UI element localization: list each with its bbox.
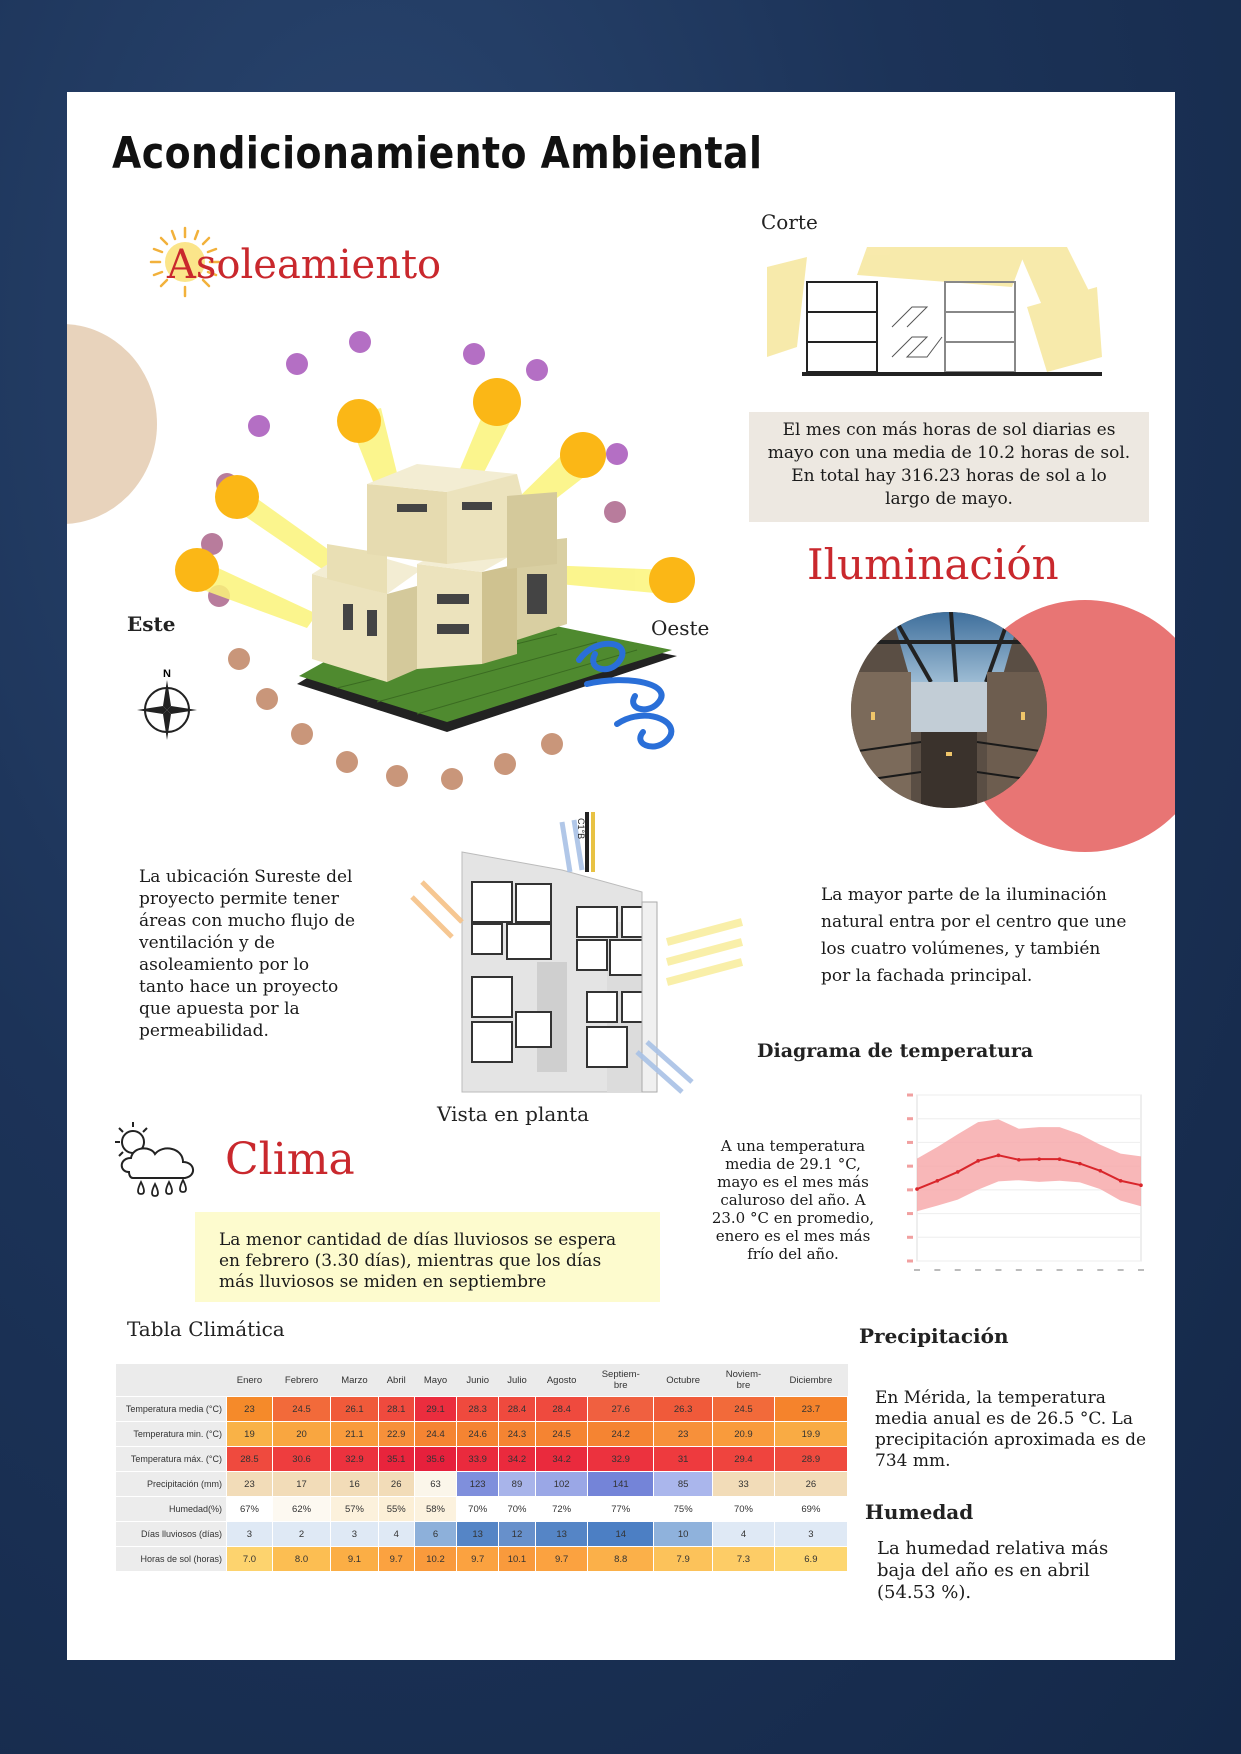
table-cell: 10.2 (414, 1547, 457, 1572)
chart-point (997, 1154, 1001, 1158)
chart-point (976, 1159, 980, 1163)
compass-icon (135, 666, 199, 740)
month-header: Abril (378, 1364, 414, 1397)
table-cell: 20.9 (713, 1422, 775, 1447)
table-cell: 26 (378, 1472, 414, 1497)
table-cell: 77% (588, 1497, 654, 1522)
climate-table (115, 1364, 848, 1572)
chart-ytick (907, 1165, 913, 1168)
table-cell: 26 (774, 1472, 847, 1497)
table-cell: 24.2 (588, 1422, 654, 1447)
chart-xtick (975, 1269, 981, 1271)
row-label: Temperatura máx. (°C) (116, 1447, 227, 1472)
asoleamiento-text: La ubicación Sureste del proyecto permite tener áreas con mucho flujo de ventilación y de asoleamiento por lo tanto hace un proyecto que apuesta por la permeabilidad. (139, 867, 356, 1041)
table-cell: 24.5 (272, 1397, 330, 1422)
tabla-label: Tabla Climática (127, 1317, 285, 1341)
month-header: Septiem- bre (588, 1364, 654, 1397)
month-header: Diciembre (774, 1364, 847, 1397)
chart-xtick (1138, 1269, 1144, 1271)
chart-ytick (907, 1117, 913, 1120)
table-cell: 35.6 (414, 1447, 457, 1472)
table-cell: 28.9 (774, 1447, 847, 1472)
table-cell: 16 (331, 1472, 379, 1497)
table-cell: 24.3 (499, 1422, 536, 1447)
table-cell: 63 (414, 1472, 457, 1497)
precipitacion-heading: Precipitación (859, 1324, 1009, 1348)
table-cell: 6 (414, 1522, 457, 1547)
humedad-text: La humedad relativa más baja del año es en abril (54.53 %). (877, 1538, 1109, 1603)
poster-sheet (67, 92, 1175, 1660)
table-cell: 62% (272, 1497, 330, 1522)
floor-plan (392, 812, 758, 1107)
planta-label: Vista en planta (437, 1102, 590, 1126)
courtyard-photo (851, 612, 1047, 808)
temperatura-heading: Diagrama de temperatura (757, 1040, 1034, 1062)
este-label: Este (127, 612, 176, 636)
table-cell: 24.4 (414, 1422, 457, 1447)
table-cell: 22.9 (378, 1422, 414, 1447)
row-label: Días lluviosos (días) (116, 1522, 227, 1547)
chart-xtick (914, 1269, 920, 1271)
table-corner (116, 1364, 227, 1397)
table-cell: 67% (227, 1497, 273, 1522)
chart-ytick (907, 1212, 913, 1215)
table-cell: 24.6 (457, 1422, 499, 1447)
iluminacion-heading: Iluminación (807, 540, 1059, 589)
table-cell: 33.9 (457, 1447, 499, 1472)
chart-xtick (1016, 1269, 1022, 1271)
clima-note-text: La menor cantidad de días lluviosos se espera en febrero (3.30 días), mientras que los días más lluviosos se miden en septiembre (219, 1230, 617, 1292)
chart-xtick (1036, 1269, 1042, 1271)
chart-point (1119, 1179, 1123, 1183)
table-cell: 28.3 (457, 1397, 499, 1422)
table-cell: 35.1 (378, 1447, 414, 1472)
asoleamiento-heading: Asoleamiento (167, 242, 442, 288)
table-cell: 23.7 (774, 1397, 847, 1422)
table-cell: 70% (457, 1497, 499, 1522)
sun-note-text: El mes con más horas de sol diarias es mayo con una media de 10.2 horas de sol. En total hay 316.23 horas de sol a lo largo de mayo. (767, 420, 1131, 509)
humedad-heading: Humedad (865, 1500, 974, 1524)
table-row (116, 1447, 848, 1472)
chart-ytick (907, 1236, 913, 1239)
table-cell: 69% (774, 1497, 847, 1522)
table-cell: 4 (378, 1522, 414, 1547)
table-cell: 57% (331, 1497, 379, 1522)
table-cell: 7.9 (654, 1547, 713, 1572)
row-label: Horas de sol (horas) (116, 1547, 227, 1572)
chart-ytick (907, 1260, 913, 1263)
table-cell: 21.1 (331, 1422, 379, 1447)
table-cell: 70% (499, 1497, 536, 1522)
table-row (116, 1547, 848, 1572)
corte-label: Corte (761, 210, 818, 234)
table-cell: 13 (457, 1522, 499, 1547)
table-cell: 24.5 (713, 1397, 775, 1422)
table-cell: 30.6 (272, 1447, 330, 1472)
chart-point (936, 1179, 940, 1183)
chart-point (1078, 1162, 1082, 1166)
table-cell: 6.9 (774, 1547, 847, 1572)
compass-north-label: N (163, 668, 171, 680)
table-cell: 141 (588, 1472, 654, 1497)
chart-xtick (955, 1269, 961, 1271)
month-header: Febrero (272, 1364, 330, 1397)
table-row (116, 1422, 848, 1447)
month-header: Agosto (535, 1364, 588, 1397)
chart-xtick (1057, 1269, 1063, 1271)
table-row (116, 1397, 848, 1422)
table-cell: 23 (654, 1422, 713, 1447)
oeste-label: Oeste (651, 616, 710, 640)
table-cell: 85 (654, 1472, 713, 1497)
table-cell: 75% (654, 1497, 713, 1522)
table-cell: 33 (713, 1472, 775, 1497)
row-label: Precipitación (mm) (116, 1472, 227, 1497)
table-cell: 29.4 (713, 1447, 775, 1472)
table-cell: 17 (272, 1472, 330, 1497)
table-cell: 7.3 (713, 1547, 775, 1572)
month-header: Mayo (414, 1364, 457, 1397)
sun-path-diagram (117, 324, 717, 804)
table-cell: 23 (227, 1397, 273, 1422)
table-cell: 9.7 (378, 1547, 414, 1572)
table-row (116, 1497, 848, 1522)
table-cell: 32.9 (588, 1447, 654, 1472)
chart-ytick (907, 1094, 913, 1097)
table-cell: 23 (227, 1472, 273, 1497)
table-cell: 9.1 (331, 1547, 379, 1572)
chart-xtick (995, 1269, 1001, 1271)
chart-ytick (907, 1141, 913, 1144)
row-label: Temperatura min. (°C) (116, 1422, 227, 1447)
chart-point (1017, 1158, 1021, 1162)
table-cell: 28.5 (227, 1447, 273, 1472)
table-cell: 19 (227, 1422, 273, 1447)
table-cell: 10 (654, 1522, 713, 1547)
table-cell: 29.1 (414, 1397, 457, 1422)
table-cell: 10.1 (499, 1547, 536, 1572)
table-cell: 14 (588, 1522, 654, 1547)
table-cell: 20 (272, 1422, 330, 1447)
page-title: Acondicionamiento Ambiental (112, 128, 763, 179)
table-cell: 3 (331, 1522, 379, 1547)
chart-point (1139, 1183, 1143, 1187)
table-cell: 26.1 (331, 1397, 379, 1422)
table-cell: 55% (378, 1497, 414, 1522)
table-cell: 102 (535, 1472, 588, 1497)
month-header: Noviem- bre (713, 1364, 775, 1397)
table-cell: 31 (654, 1447, 713, 1472)
table-cell: 4 (713, 1522, 775, 1547)
precipitacion-text: En Mérida, la temperatura media anual es de 26.5 °C. La precipitación aproximada es de 734 mm. (875, 1388, 1147, 1471)
chart-point (956, 1170, 960, 1174)
table-row (116, 1522, 848, 1547)
table-cell: 72% (535, 1497, 588, 1522)
month-header: Julio (499, 1364, 536, 1397)
chart-xtick (934, 1269, 940, 1271)
clima-heading: Clima (225, 1134, 355, 1185)
table-cell: 3 (227, 1522, 273, 1547)
month-header: Marzo (331, 1364, 379, 1397)
table-cell: 24.5 (535, 1422, 588, 1447)
table-cell: 27.6 (588, 1397, 654, 1422)
table-cell: 9.7 (535, 1547, 588, 1572)
iluminacion-text: La mayor parte de la iluminación natural entra por el centro que une los cuatro volúmenes, y también por la fachada principal. (821, 885, 1127, 986)
table-cell: 2 (272, 1522, 330, 1547)
month-header: Junio (457, 1364, 499, 1397)
table-cell: 8.8 (588, 1547, 654, 1572)
table-cell: 26.3 (654, 1397, 713, 1422)
table-cell: 28.4 (535, 1397, 588, 1422)
table-cell: 34.2 (535, 1447, 588, 1472)
table-cell: 7.0 (227, 1547, 273, 1572)
chart-xtick (1118, 1269, 1124, 1271)
chart-point (1098, 1169, 1102, 1173)
chart-ytick (907, 1188, 913, 1191)
weather-icon (111, 1120, 211, 1200)
table-cell: 28.4 (499, 1397, 536, 1422)
row-label: Temperatura media (°C) (116, 1397, 227, 1422)
temperature-chart (901, 1087, 1147, 1279)
chart-point (915, 1187, 919, 1191)
table-row (116, 1472, 848, 1497)
table-cell: 19.9 (774, 1422, 847, 1447)
chart-point (1037, 1157, 1041, 1161)
month-header: Octubre (654, 1364, 713, 1397)
month-header: Enero (227, 1364, 273, 1397)
section-drawing (767, 247, 1102, 382)
chart-xtick (1097, 1269, 1103, 1271)
table-cell: 12 (499, 1522, 536, 1547)
table-cell: 32.9 (331, 1447, 379, 1472)
table-cell: 70% (713, 1497, 775, 1522)
table-cell: 28.1 (378, 1397, 414, 1422)
table-cell: 8.0 (272, 1547, 330, 1572)
table-cell: 13 (535, 1522, 588, 1547)
row-label: Humedad(%) (116, 1497, 227, 1522)
table-cell: 89 (499, 1472, 536, 1497)
temperatura-text: A una temperatura media de 29.1 °C, mayo es el mes más caluroso del año. A 23.0 °C en promedio, enero es el mes más frío del año. (711, 1137, 875, 1263)
table-cell: 9.7 (457, 1547, 499, 1572)
table-cell: 3 (774, 1522, 847, 1547)
table-cell: 58% (414, 1497, 457, 1522)
chart-xtick (1077, 1269, 1083, 1271)
chart-point (1058, 1157, 1062, 1161)
plan-tag: C1°B (576, 818, 586, 840)
table-cell: 123 (457, 1472, 499, 1497)
table-cell: 34.2 (499, 1447, 536, 1472)
